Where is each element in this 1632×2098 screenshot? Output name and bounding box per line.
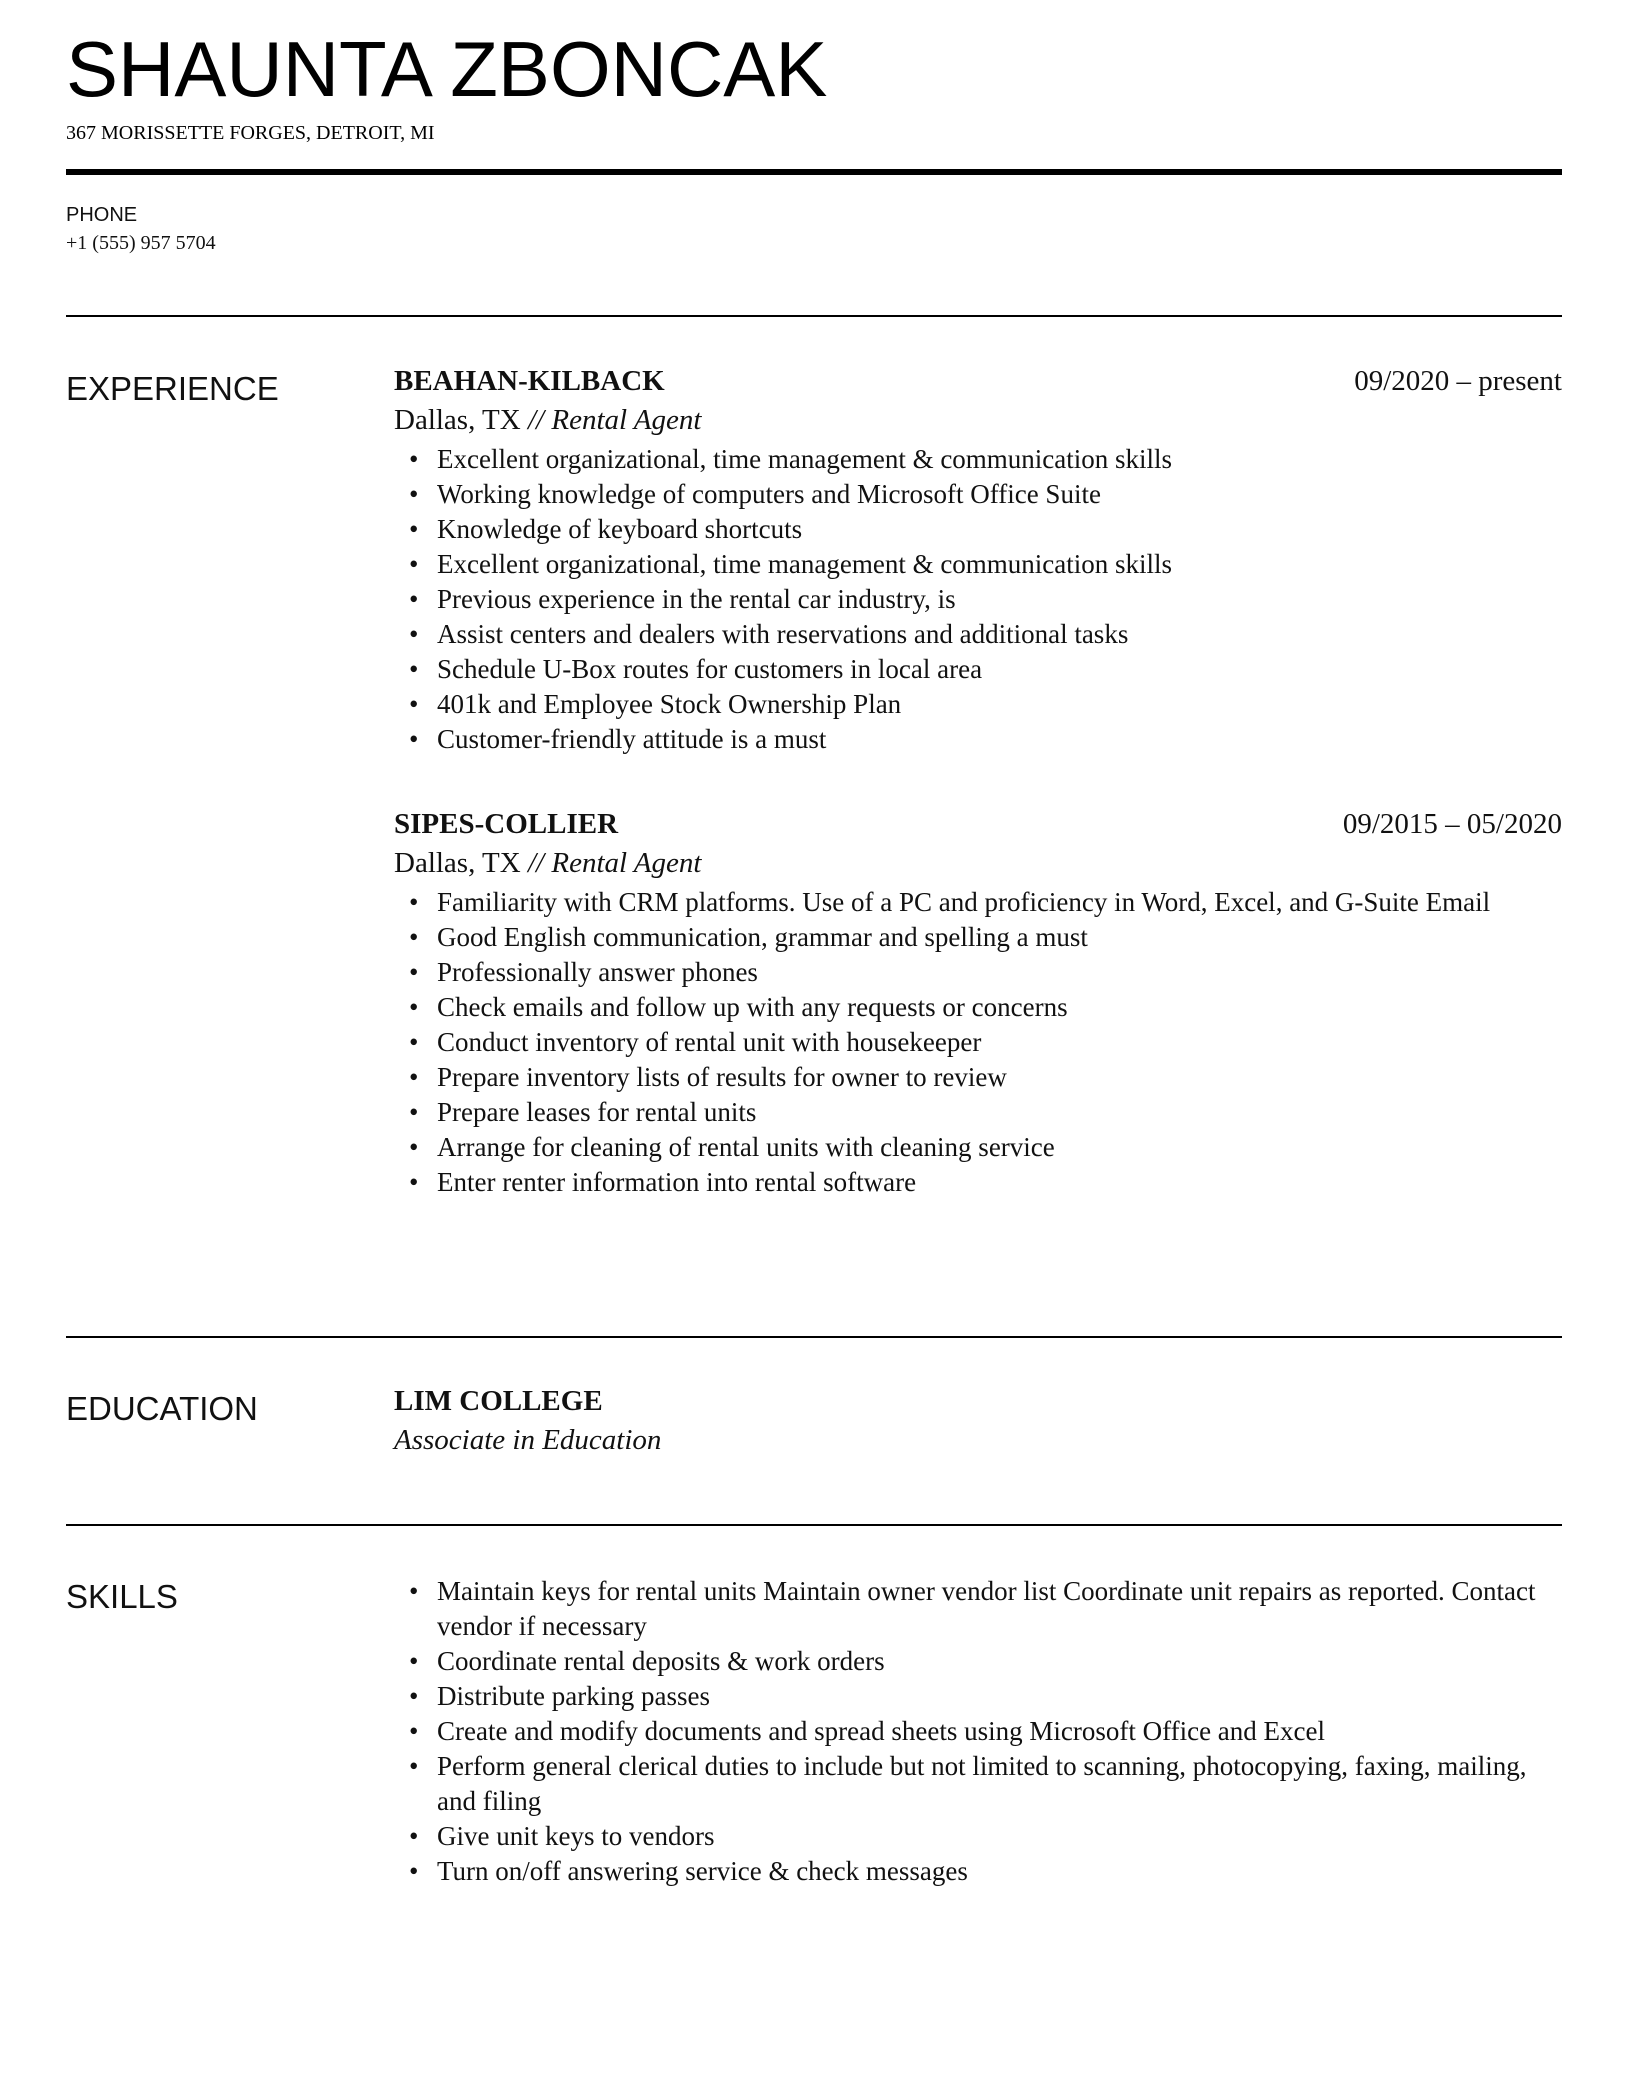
skills-section	[394, 1574, 1562, 1889]
company-name: SIPES-COLLIER	[394, 808, 619, 840]
list-item: • Previous experience in the rental car industry, is	[437, 582, 1562, 617]
list-item: • Working knowledge of computers and Microsoft Office Suite	[437, 477, 1562, 512]
list-item: • Conduct inventory of rental unit with housekeeper	[437, 1025, 1562, 1060]
job-duties-list	[394, 442, 1562, 757]
company-name: BEAHAN-KILBACK	[394, 365, 665, 397]
job-role: Rental Agent	[551, 404, 702, 436]
list-item: • Good English communication, grammar and spelling a must	[437, 920, 1562, 955]
job-role: Rental Agent	[551, 847, 702, 879]
list-item: • Excellent organizational, time management & communication skills	[437, 442, 1562, 477]
list-item: • Give unit keys to vendors	[437, 1819, 1562, 1854]
job-location: Dallas, TX	[394, 847, 521, 879]
job-location: Dallas, TX	[394, 404, 521, 436]
skills-heading: SKILLS	[66, 1578, 178, 1615]
section-divider	[66, 1336, 1562, 1338]
section-divider	[66, 1524, 1562, 1526]
experience-section	[394, 364, 1562, 1250]
phone-label: PHONE	[66, 204, 138, 226]
job-entry	[394, 807, 1562, 1200]
list-item: • Prepare leases for rental units	[437, 1095, 1562, 1130]
list-item: • Prepare inventory lists of results for owner to review	[437, 1060, 1562, 1095]
list-item: • Check emails and follow up with any requests or concerns	[437, 990, 1562, 1025]
job-dates: 09/2015 – 05/2020	[1342, 808, 1562, 840]
phone-number: +1 (555) 957 5704	[66, 232, 216, 254]
list-item: • Knowledge of keyboard shortcuts	[437, 512, 1562, 547]
skills-list	[394, 1574, 1562, 1889]
role-separator: //	[527, 404, 545, 436]
candidate-name: SHAUNTA ZBONCAK	[66, 25, 828, 113]
list-item: • Maintain keys for rental units Maintain owner vendor list Coordinate unit repairs as reported. Contact vendor if necessary	[437, 1574, 1562, 1644]
list-item: • Familiarity with CRM platforms. Use of a PC and proficiency in Word, Excel, and G-Suite Email	[437, 885, 1562, 920]
section-divider	[66, 315, 1562, 317]
experience-heading: EXPERIENCE	[66, 370, 279, 407]
list-item: • Professionally answer phones	[437, 955, 1562, 990]
role-separator: //	[527, 847, 545, 879]
list-item: • Arrange for cleaning of rental units with cleaning service	[437, 1130, 1562, 1165]
list-item: • Turn on/off answering service & check messages	[437, 1854, 1562, 1889]
candidate-address: 367 MORISSETTE FORGES, DETROIT, MI	[66, 122, 435, 144]
list-item: • Customer-friendly attitude is a must	[437, 722, 1562, 757]
list-item: • Create and modify documents and spread sheets using Microsoft Office and Excel	[437, 1714, 1562, 1749]
job-header	[394, 364, 1562, 399]
list-item: • Excellent organizational, time management & communication skills	[437, 547, 1562, 582]
list-item: • Perform general clerical duties to include but not limited to scanning, photocopying, faxing, mailing, and filing	[437, 1749, 1562, 1819]
education-heading: EDUCATION	[66, 1390, 258, 1427]
job-location-role	[394, 403, 1562, 438]
list-item: • Coordinate rental deposits & work orders	[437, 1644, 1562, 1679]
school-name: LIM COLLEGE	[394, 1385, 603, 1417]
header-divider	[66, 169, 1562, 175]
list-item: • Assist centers and dealers with reservations and additional tasks	[437, 617, 1562, 652]
list-item: • Schedule U-Box routes for customers in local area	[437, 652, 1562, 687]
degree: Associate in Education	[394, 1424, 662, 1456]
job-location-role	[394, 846, 1562, 881]
job-duties-list	[394, 885, 1562, 1200]
education-section	[394, 1384, 1562, 1458]
list-item: • 401k and Employee Stock Ownership Plan	[437, 687, 1562, 722]
list-item: • Enter renter information into rental software	[437, 1165, 1562, 1200]
job-dates: 09/2020 – present	[1354, 365, 1562, 397]
job-entry	[394, 364, 1562, 757]
list-item: • Distribute parking passes	[437, 1679, 1562, 1714]
job-header	[394, 807, 1562, 842]
